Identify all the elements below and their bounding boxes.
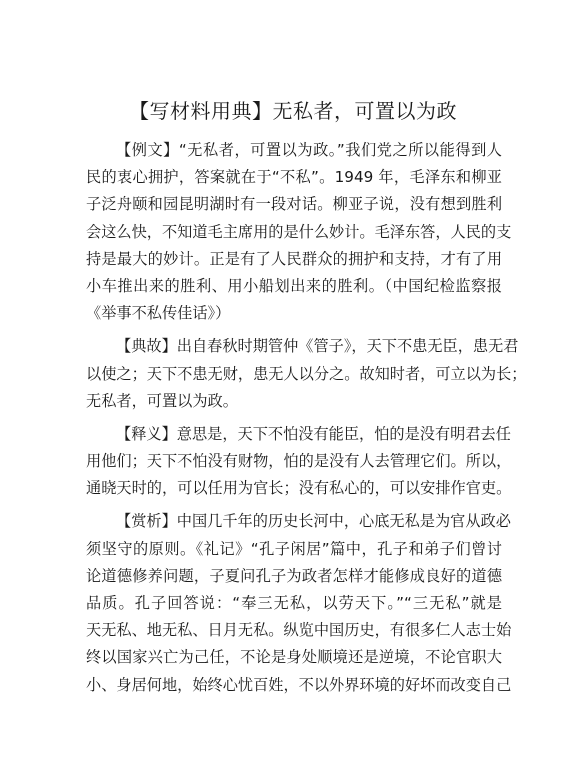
text-line: 以使之；天下不患无财，患无人以分之。故知时者，可立以为长；: [86, 364, 527, 383]
text-line: 【例文】“无私者，可置以为政。”我们党之所以能得到人: [116, 141, 502, 159]
text-line: 会这么快，不知道毛主席用的是什么妙计。毛泽东答，人民的支: [86, 222, 512, 241]
text-line: 通晓天时的，可以任用为官长；没有私心的，可以安排作官吏。: [86, 479, 512, 498]
text-line: 【赏析】中国几千年的历史长河中，心底无私是为官从政必: [116, 512, 511, 531]
paragraph-source: [86, 333, 527, 415]
paragraph-appreciation: [86, 508, 512, 698]
paragraph-example: [86, 137, 512, 327]
text-line: 【释义】意思是，天下不怕没有能臣，怕的是没有明君去任: [116, 424, 511, 443]
text-line: 终以国家兴亡为己任，不论是身处顺境还是逆境，不论官职大: [86, 648, 502, 667]
paragraph-meaning: [86, 421, 512, 503]
document-title: 【写材料用典】无私者，可置以为政: [129, 99, 457, 123]
text-line: 须坚守的原则。《礼记》“孔子闲居”篇中，孔子和弟子们曾讨: [86, 539, 502, 558]
text-line: 天无私、地无私、日月无私。纵览中国历史，有很多仁人志士始: [86, 621, 512, 640]
text-line: 用他们；天下不怕没有财物，怕的是没有人去管理它们。所以，: [86, 452, 512, 471]
text-line: 《举事不私传佳话》）: [86, 304, 231, 323]
text-line: 子泛舟颐和园昆明湖时有一段对话。柳亚子说，没有想到胜利: [86, 195, 502, 214]
text-line: 小、身居何地，始终心忧百姓，不以外界环境的好坏而改变自己: [86, 675, 512, 694]
text-line: 民的衷心拥护，答案就在于“不私”。1949 年，毛泽东和柳亚: [86, 168, 502, 187]
document-body: [86, 137, 527, 699]
text-line: 品质。孔子回答说：“奉三无私，以劳天下。”“三无私”就是: [86, 594, 502, 612]
text-line: 【典故】出自春秋时期管仲《管子》，天下不患无臣，患无君: [116, 337, 519, 356]
text-line: 持是最大的妙计。正是有了人民群众的拥护和支持，才有了用: [86, 249, 502, 268]
text-line: 无私者，可置以为政。: [86, 391, 238, 410]
text-line: 小车推出来的胜利、用小船划出来的胜利。（中国纪检监察报: [86, 276, 502, 295]
text-line: 论道德修养问题，子夏问孔子为政者怎样才能修成良好的道德: [86, 566, 502, 585]
